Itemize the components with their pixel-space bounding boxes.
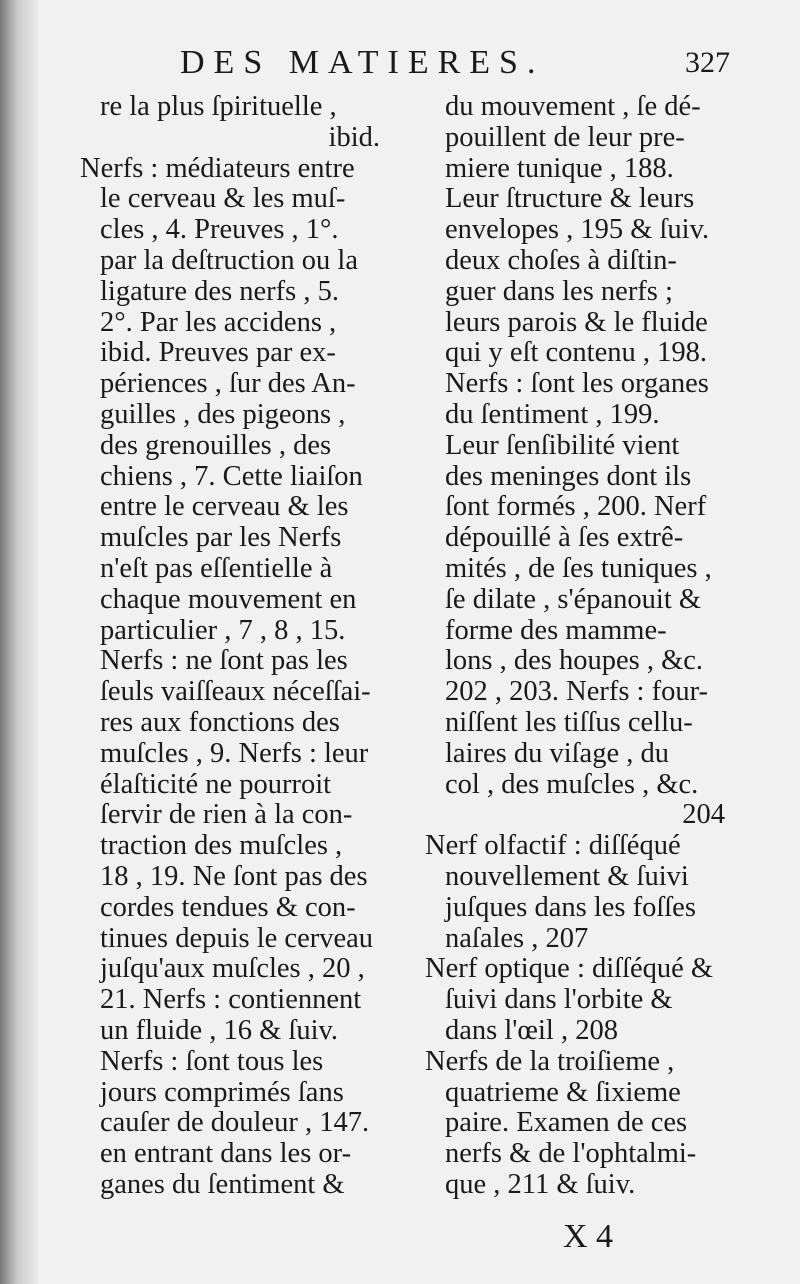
index-line: envelopes , 195 & ſuiv. [445, 215, 710, 246]
index-line: le cerveau & les muſ- [100, 184, 346, 215]
index-line: ſont formés , 200. Nerf [445, 492, 707, 523]
index-line: ſeuls vaiſſeaux néceſſai- [100, 677, 371, 708]
index-line: des meninges dont ils [445, 461, 692, 492]
index-line: miere tunique , 188. [445, 153, 674, 184]
index-line: du ſentiment , 199. [445, 399, 660, 430]
index-line: juſques dans les foſſes [445, 892, 696, 923]
index-line: deux choſes à diſtin- [445, 245, 677, 276]
index-line: cauſer de douleur , 147. [100, 1108, 370, 1139]
index-line: ibid. [328, 122, 380, 153]
index-line: forme des mamme- [445, 615, 667, 646]
index-line: jours comprimés ſans [100, 1077, 344, 1108]
header-title: DES MATIERES. [180, 44, 545, 81]
page-edge-shadow [0, 0, 38, 1284]
index-line: élaſticité ne pourroit [100, 769, 332, 800]
index-line: n'eſt pas eſſentielle à [100, 553, 333, 584]
signature-mark: X 4 [563, 1218, 614, 1255]
index-line: muſcles par les Nerfs [100, 523, 342, 554]
index-line: Nerfs de la troiſieme , [425, 1046, 675, 1077]
index-line: Nerfs : ſont les organes [445, 369, 709, 400]
index-line: Leur ſtructure & leurs [445, 184, 695, 215]
index-line: Nerfs : ne ſont pas les [100, 646, 348, 677]
index-line: entre le cerveau & les [100, 492, 349, 523]
index-line: 204 [682, 800, 725, 831]
index-line: du mouvement , ſe dé- [445, 92, 701, 122]
index-line: que , 211 & ſuiv. [445, 1169, 636, 1200]
index-line: quatrieme & ſixieme [445, 1077, 681, 1108]
index-line: juſqu'aux muſcles , 20 , [100, 954, 365, 985]
index-line: guilles , des pigeons , [100, 399, 346, 430]
index-line: périences , ſur des An- [100, 369, 356, 400]
index-line: res aux fonctions des [100, 707, 340, 738]
index-line: laires du viſage , du [445, 738, 669, 769]
index-line: ganes du ſentiment & [100, 1169, 345, 1200]
index-line: paire. Examen de ces [445, 1108, 688, 1139]
index-line: nerfs & de l'ophtalmi- [445, 1139, 697, 1170]
index-line: leurs parois & le fluide [445, 307, 708, 338]
index-line: re la plus ſpirituelle , [100, 92, 337, 122]
index-line: mités , de ſes tuniques , [445, 553, 712, 584]
index-line: Leur ſenſibilité vient [445, 430, 680, 461]
index-line: particulier , 7 , 8 , 15. [100, 615, 346, 646]
index-line: 2°. Par les accidens , [100, 307, 337, 338]
index-line: ſe dilate , s'épanouit & [445, 584, 702, 615]
index-line: dépouillé à ſes extrê- [445, 523, 684, 554]
index-line: Nerfs : ſont tous les [100, 1046, 324, 1077]
index-line: Nerf optique : diſſéqué & [425, 954, 714, 985]
index-line: chiens , 7. Cette liaiſon [100, 461, 363, 492]
index-line: dans l'œil , 208 [445, 1015, 618, 1046]
index-line: tinues depuis le cerveau [100, 923, 374, 954]
index-line: naſales , 207 [445, 923, 589, 954]
index-line: 202 , 203. Nerfs : four- [445, 677, 708, 708]
index-line: col , des muſcles , &c. [445, 769, 699, 800]
index-line: qui y eſt contenu , 198. [445, 338, 707, 369]
index-line: muſcles , 9. Nerfs : leur [100, 738, 369, 769]
index-line: par la deſtruction ou la [100, 245, 358, 276]
index-line: ligature des nerfs , 5. [100, 276, 340, 307]
index-line: nouvellement & ſuivi [445, 861, 689, 892]
index-line: lons , des houpes , &c. [445, 646, 704, 677]
index-line: 18 , 19. Ne ſont pas des [100, 861, 368, 892]
running-header [180, 44, 740, 84]
index-line: cordes tendues & con- [100, 892, 356, 923]
index-line: 21. Nerfs : contiennent [100, 985, 362, 1016]
index-line: des grenouilles , des [100, 430, 332, 461]
index-line: Nerfs : médiateurs entre [80, 153, 355, 184]
index-column-left [80, 92, 380, 1201]
index-line: Nerf olfactif : diſſéqué [425, 831, 681, 862]
index-line: en entrant dans les or- [100, 1139, 352, 1170]
index-line: ſuivi dans l'orbite & [445, 985, 673, 1016]
index-line: pouillent de leur pre- [445, 122, 685, 153]
index-line: ibid. Preuves par ex- [100, 338, 336, 369]
index-column-right [425, 92, 725, 1201]
index-line: guer dans les nerfs ; [445, 276, 673, 307]
page-number: 327 [685, 46, 730, 79]
index-line: traction des muſcles , [100, 831, 343, 862]
index-line: un fluide , 16 & ſuiv. [100, 1015, 339, 1046]
index-line: ſervir de rien à la con- [100, 800, 353, 831]
index-line: niſſent les tiſſus cellu- [445, 707, 693, 738]
index-line: chaque mouvement en [100, 584, 357, 615]
index-line: cles , 4. Preuves , 1°. [100, 215, 339, 246]
